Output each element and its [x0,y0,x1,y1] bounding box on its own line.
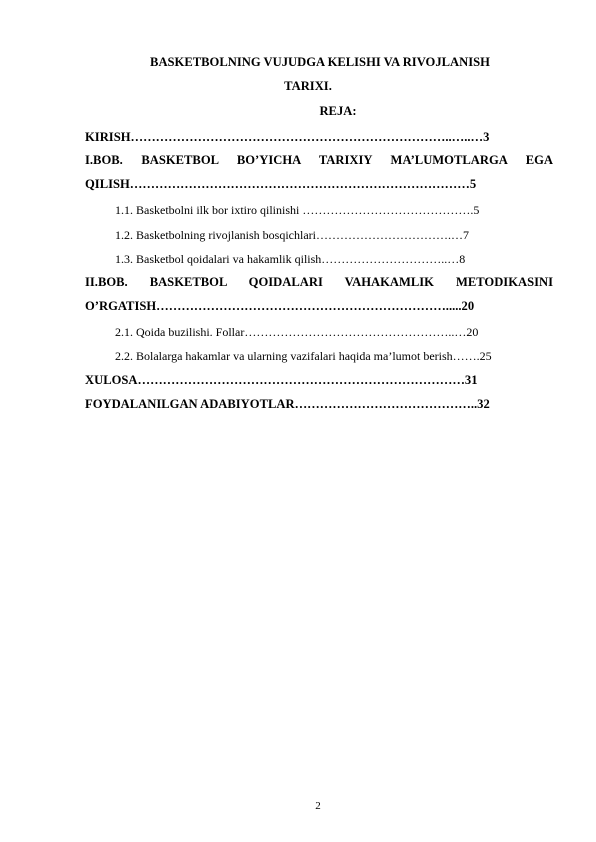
toc-section-2-2: 2.2. Bolalarga hakamlar va ularning vazifalari haqida ma’lumot berish…….25 [115,349,492,363]
toc-xulosa: XULOSA……………………………………………………………………31 [85,373,478,387]
toc-chapter1-title-cont: QILISH………………………………………………………………………5 [85,177,477,191]
toc-section-1-1: 1.1. Basketbolni ilk bor ixtiro qilinishi …………………………………….5 [115,203,480,217]
toc-kirish: KIRISH…………………………………………………………………..…..…3 [85,130,490,144]
document-title-line2: TARIXI. [284,79,332,93]
toc-section-1-2: 1.2. Basketbolning rivojlanish bosqichlari…………………………….…7 [115,228,469,242]
toc-chapter2-title-cont [85,299,474,314]
plan-heading: REJA: [319,104,357,118]
toc-adabiyotlar: FOYDALANILGAN ADABIYOTLAR……………………………………..32 [85,397,490,411]
document-title-line1: BASKETBOLNING VUJUDGA KELISHI VA RIVOJLANISH [150,55,490,69]
toc-chapter1-title: I.BOB. BASKETBOL BO’YICHA TARIXIY MA’LUMOTLARGA EGA [85,153,553,167]
page-number: 2 [315,800,321,812]
toc-section-1-3: 1.3. Basketbol qoidalari va hakamlik qilish…………………………..…8 [115,252,466,266]
toc-section-2-1: 2.1. Qoida buzilishi. Follar……………………………………………..…20 [115,325,479,339]
toc-chapter2-title-cont-text: O’RGATISH…………………………………………………………….....20 [85,299,475,313]
toc-chapter2-title: II.BOB. BASKETBOL QOIDALARI VAHAKAMLIK METODIKASINI [85,275,553,289]
